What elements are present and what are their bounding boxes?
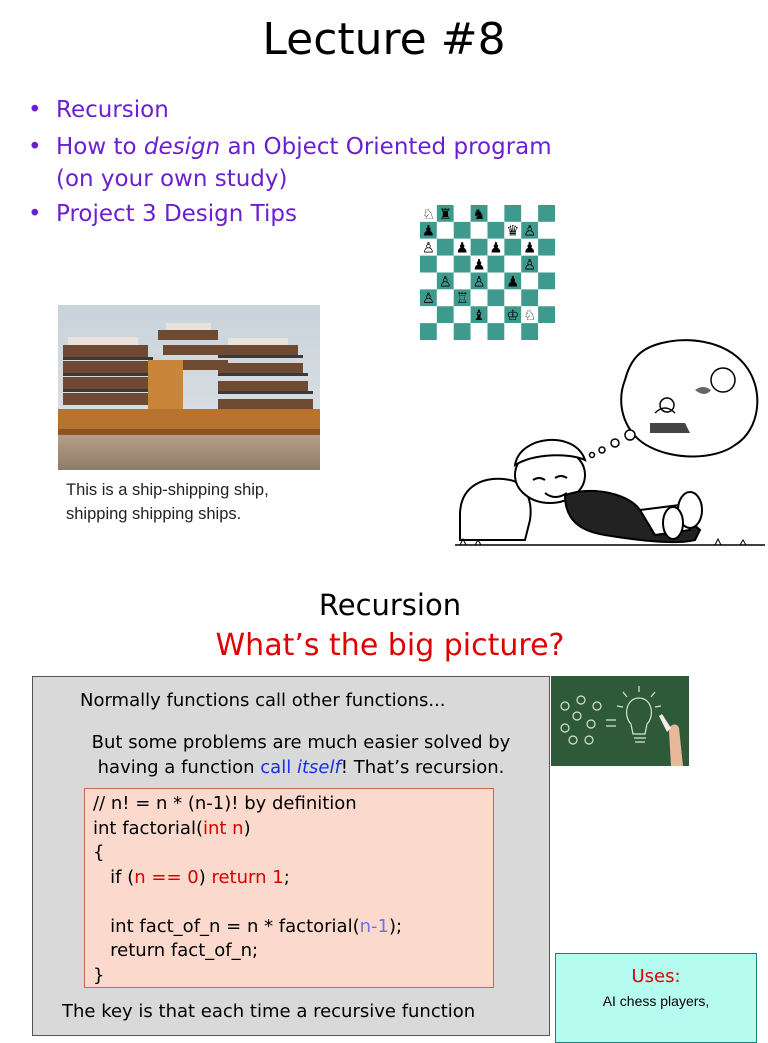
code-line	[93, 915, 493, 940]
paragraph-call-itself	[66, 730, 536, 780]
highlight-call: call	[260, 757, 297, 778]
ship-caption	[66, 478, 269, 526]
chess-piece	[506, 308, 519, 324]
bullet-text: an Object Oriented program	[220, 134, 552, 160]
board-square	[437, 222, 454, 239]
board-square	[437, 239, 454, 256]
code-token: );	[388, 915, 403, 937]
code-token-arg: n-1	[359, 915, 389, 937]
dreaming-boy-cartoon	[455, 335, 765, 555]
board-square	[488, 273, 505, 290]
uses-item: AI chess players,	[602, 993, 710, 1009]
board-square	[538, 273, 555, 290]
code-token: int fact_of_n = n * factorial(	[93, 915, 360, 937]
chess-piece	[439, 207, 452, 223]
text-segment: ! That’s recursion.	[340, 757, 505, 778]
board-square	[488, 222, 505, 239]
board-square	[420, 323, 437, 340]
uses-callout	[555, 953, 757, 1043]
board-square	[471, 289, 488, 306]
bullet-design-continued: (on your own study)	[56, 166, 288, 192]
chess-piece	[422, 241, 435, 257]
bullet-text: Recursion	[56, 97, 169, 123]
board-square	[538, 205, 555, 222]
chess-piece	[473, 257, 486, 273]
board-square	[471, 222, 488, 239]
chalkboard-lightbulb-image	[551, 676, 689, 766]
bullet-recursion	[28, 94, 169, 126]
code-token: )	[198, 866, 212, 888]
paragraph-line: But some problems are much easier solved by	[91, 732, 511, 753]
code-token-return: return 1	[211, 866, 284, 888]
board-square	[504, 205, 521, 222]
highlight-itself: itself	[296, 757, 341, 778]
chess-piece	[456, 241, 469, 257]
chess-piece	[422, 291, 435, 307]
chess-piece	[506, 224, 519, 240]
board-square	[488, 306, 505, 323]
code-token: ;	[283, 866, 290, 888]
board-square	[538, 306, 555, 323]
bullet-design	[28, 131, 552, 163]
board-square	[454, 306, 471, 323]
board-square	[521, 273, 538, 290]
code-token: if (	[93, 866, 135, 888]
board-square	[420, 256, 437, 273]
paragraph-key-idea: The key is that each time a recursive function	[62, 1001, 476, 1022]
code-line	[93, 866, 493, 891]
bullet-text: How to	[56, 134, 144, 160]
chess-piece	[523, 308, 536, 324]
board-square	[454, 222, 471, 239]
chess-piece	[490, 241, 503, 257]
chess-piece	[523, 241, 536, 257]
board-square	[488, 205, 505, 222]
board-square	[538, 239, 555, 256]
board-square	[521, 289, 538, 306]
code-token-param: int n	[202, 817, 244, 839]
chess-piece	[422, 207, 435, 223]
code-line	[93, 890, 493, 915]
board-square	[437, 323, 454, 340]
code-line: // n! = n * (n-1)! by definition	[93, 793, 357, 814]
chess-piece	[523, 257, 536, 273]
caption-line: shipping shipping ships.	[66, 505, 242, 523]
bullet-project3	[28, 198, 297, 230]
board-square	[488, 256, 505, 273]
board-square	[538, 289, 555, 306]
chess-piece	[422, 224, 435, 240]
chess-piece	[439, 274, 452, 290]
bullet-emphasis: design	[143, 134, 221, 160]
board-square	[454, 256, 471, 273]
board-square	[437, 306, 454, 323]
board-square	[454, 205, 471, 222]
board-square	[454, 273, 471, 290]
chessboard-image	[420, 205, 555, 340]
board-square	[420, 306, 437, 323]
board-square	[504, 239, 521, 256]
board-square	[488, 289, 505, 306]
chess-piece	[473, 308, 486, 324]
code-token: )	[243, 817, 251, 839]
bullet-text: Project 3 Design Tips	[56, 201, 297, 227]
board-square	[471, 239, 488, 256]
bullet-dot: •	[28, 97, 42, 123]
chess-piece	[473, 207, 486, 223]
section-heading: Recursion	[318, 588, 462, 622]
caption-line: This is a ship-shipping ship,	[66, 481, 269, 499]
code-line: }	[93, 964, 105, 986]
board-square	[420, 273, 437, 290]
slide-title: Lecture #8	[262, 14, 506, 65]
chess-piece	[506, 274, 519, 290]
board-square	[504, 256, 521, 273]
board-square	[521, 205, 538, 222]
board-square	[538, 222, 555, 239]
board-square	[437, 256, 454, 273]
code-line: {	[93, 842, 105, 863]
board-square	[437, 289, 454, 306]
code-line	[93, 817, 493, 842]
chess-piece	[523, 224, 536, 240]
board-square	[504, 289, 521, 306]
ship-photo	[58, 305, 320, 470]
uses-title: Uses:	[631, 966, 681, 987]
board-square	[538, 256, 555, 273]
bullet-dot: •	[28, 201, 42, 227]
code-token: int factorial(	[93, 817, 203, 839]
paragraph-normal-calls: Normally functions call other functions...	[80, 690, 446, 711]
code-token-condition: n == 0	[134, 866, 199, 888]
paragraph-line	[66, 755, 536, 780]
chess-piece	[456, 291, 469, 307]
section-subheading: What’s the big picture?	[215, 628, 565, 663]
text-segment: having a function	[97, 757, 261, 778]
chess-piece	[473, 274, 486, 290]
bullet-dot: •	[28, 134, 42, 160]
code-line: return fact_of_n;	[93, 940, 259, 961]
code-block	[84, 788, 494, 988]
